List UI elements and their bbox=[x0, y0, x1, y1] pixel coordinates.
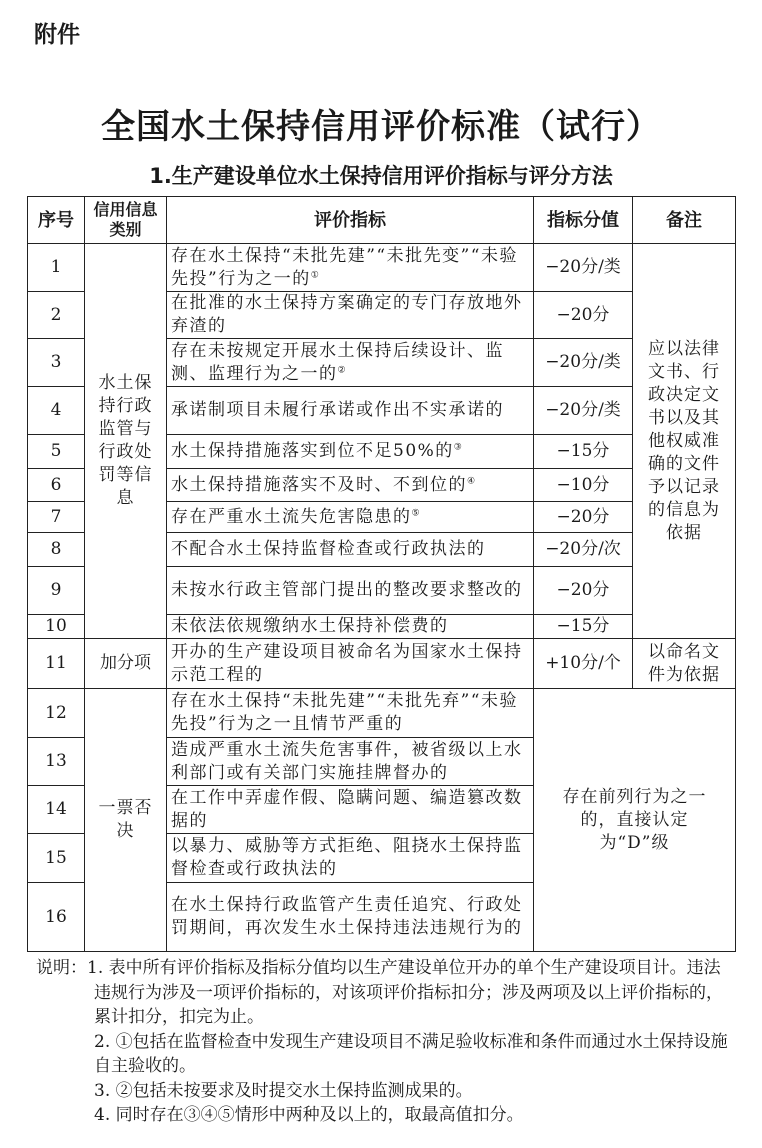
footnote-marker: ① bbox=[310, 269, 321, 280]
row-number: 3 bbox=[28, 339, 85, 387]
indicator-cell bbox=[167, 738, 534, 786]
indicator-cell bbox=[167, 244, 534, 292]
note-item bbox=[36, 956, 736, 1030]
indicator-text: 存在水土保持“未批先建”“未批先变”“未验先投”行为之一的 bbox=[171, 245, 518, 289]
note-cell: 以命名文件为依据 bbox=[633, 639, 736, 689]
indicator-text: 水土保持措施落实不及时、不到位的 bbox=[171, 474, 467, 495]
score-cell: −20分/次 bbox=[534, 533, 633, 567]
footnote-marker: ⑤ bbox=[411, 507, 422, 518]
indicator-text: 存在水土保持“未批先建”“未批先弃”“未验先投”行为之一且情节严重的 bbox=[171, 691, 518, 734]
header-note: 备注 bbox=[633, 197, 736, 244]
indicator-cell bbox=[167, 639, 534, 689]
score-cell: −20分 bbox=[534, 567, 633, 615]
indicator-text: 不配合水土保持监督检查或行政执法的 bbox=[171, 539, 486, 559]
row-number: 5 bbox=[28, 435, 85, 469]
note-text: 1. 表中所有评价指标及指标分值均以生产建设单位开办的单个生产建设项目计。违法违规行为涉及一项评价指标的，对该项评价指标扣分；涉及两项及以上评价指标的，累计扣分，扣完为止。 bbox=[87, 958, 723, 1027]
indicator-cell bbox=[167, 567, 534, 615]
row-number: 9 bbox=[28, 567, 85, 615]
table-subtitle: 1.生产建设单位水土保持信用评价指标与评分方法 bbox=[149, 164, 613, 188]
row-number: 11 bbox=[28, 639, 85, 689]
indicator-text: 水土保持措施落实到位不足50%的 bbox=[171, 441, 454, 461]
category-cell: 一票否决 bbox=[85, 689, 167, 952]
category-cell: 加分项 bbox=[85, 639, 167, 689]
score-cell: −20分 bbox=[534, 502, 633, 533]
row-number: 15 bbox=[28, 834, 85, 883]
note-item: 4. 同时存在③④⑤情形中两种及以上的，取最高值扣分。 bbox=[94, 1105, 524, 1125]
table-row bbox=[28, 244, 736, 292]
score-cell: −15分 bbox=[534, 615, 633, 639]
indicator-text: 存在未按规定开展水土保持后续设计、监测、监理行为之一的 bbox=[171, 340, 504, 384]
row-number: 14 bbox=[28, 786, 85, 834]
score-cell: −20分/类 bbox=[534, 387, 633, 435]
indicator-cell bbox=[167, 292, 534, 339]
footnote-marker: ④ bbox=[467, 475, 477, 486]
table-header-row bbox=[28, 197, 736, 244]
table-row bbox=[28, 689, 736, 738]
note-item: 3. ②包括未按要求及时提交水土保持监测成果的。 bbox=[94, 1080, 473, 1101]
row-number: 6 bbox=[28, 469, 85, 502]
score-cell: −20分 bbox=[534, 292, 633, 339]
indicator-text: 以暴力、威胁等方式拒绝、阻挠水土保持监督检查或行政执法的 bbox=[171, 836, 523, 879]
score-cell: −10分 bbox=[534, 469, 633, 502]
header-category: 信用信息类别 bbox=[85, 197, 167, 244]
indicator-cell bbox=[167, 786, 534, 834]
indicator-cell bbox=[167, 689, 534, 738]
indicator-text: 存在严重水土流失危害隐患的 bbox=[171, 506, 412, 527]
row-number: 12 bbox=[28, 689, 85, 738]
indicator-text: 未依法依规缴纳水土保持补偿费的 bbox=[171, 616, 449, 636]
indicator-text: 造成严重水土流失危害事件，被省级以上水利部门或有关部门实施挂牌督办的 bbox=[171, 739, 523, 783]
attachment-label: 附件 bbox=[34, 22, 80, 48]
indicator-text: 未按水行政主管部门提出的整改要求整改的 bbox=[171, 580, 523, 600]
indicator-cell bbox=[167, 883, 534, 952]
indicator-text: 在批准的水土保持方案确定的专门存放地外弃渣的 bbox=[171, 293, 523, 336]
indicator-cell bbox=[167, 615, 534, 639]
footnote-marker: ③ bbox=[453, 442, 464, 453]
note-item: 2. ①包括在监督检查中发现生产建设项目不满足验收标准和条件而通过水土保持设施自主验收的。 bbox=[94, 1031, 728, 1076]
note-cell: 存在前列行为之一的，直接认定为“D”级 bbox=[534, 689, 736, 952]
score-cell: −20分/类 bbox=[534, 244, 633, 292]
indicator-cell bbox=[167, 387, 534, 435]
explanation-notes bbox=[36, 956, 736, 1128]
notes-label: 说明： bbox=[36, 958, 87, 978]
document-title: 全国水土保持信用评价标准（试行） bbox=[101, 107, 661, 147]
row-number: 2 bbox=[28, 292, 85, 339]
table-row bbox=[28, 639, 736, 689]
row-number: 4 bbox=[28, 387, 85, 435]
indicator-cell bbox=[167, 435, 534, 469]
indicator-text: 在水土保持行政监管产生责任追究、行政处罚期间，再次发生水土保持违法违规行为的 bbox=[171, 895, 523, 938]
indicator-text: 承诺制项目未履行承诺或作出不实承诺的 bbox=[171, 400, 504, 420]
row-number: 1 bbox=[28, 244, 85, 292]
header-score: 指标分值 bbox=[534, 197, 633, 244]
footnote-marker: ② bbox=[337, 364, 348, 375]
score-cell: −20分/类 bbox=[534, 339, 633, 387]
row-number: 10 bbox=[28, 615, 85, 639]
row-number: 16 bbox=[28, 883, 85, 952]
row-number: 7 bbox=[28, 502, 85, 533]
indicator-text: 开办的生产建设项目被命名为国家水土保持示范工程的 bbox=[171, 641, 523, 685]
row-number: 13 bbox=[28, 738, 85, 786]
score-cell: −15分 bbox=[534, 435, 633, 469]
indicator-cell bbox=[167, 339, 534, 387]
credit-evaluation-table bbox=[27, 196, 736, 952]
indicator-cell bbox=[167, 834, 534, 883]
header-no: 序号 bbox=[28, 197, 85, 244]
category-cell: 水土保持行政监管与行政处罚等信息 bbox=[85, 244, 167, 639]
indicator-text: 在工作中弄虚作假、隐瞒问题、编造篡改数据的 bbox=[171, 787, 523, 831]
header-indicator: 评价指标 bbox=[167, 197, 534, 244]
indicator-cell bbox=[167, 533, 534, 567]
row-number: 8 bbox=[28, 533, 85, 567]
note-cell: 应以法律文书、行政决定文书以及其他权威准确的文件予以记录的信息为依据 bbox=[633, 244, 736, 639]
score-cell: +10分/个 bbox=[534, 639, 633, 689]
indicator-cell bbox=[167, 469, 534, 502]
indicator-cell bbox=[167, 502, 534, 533]
